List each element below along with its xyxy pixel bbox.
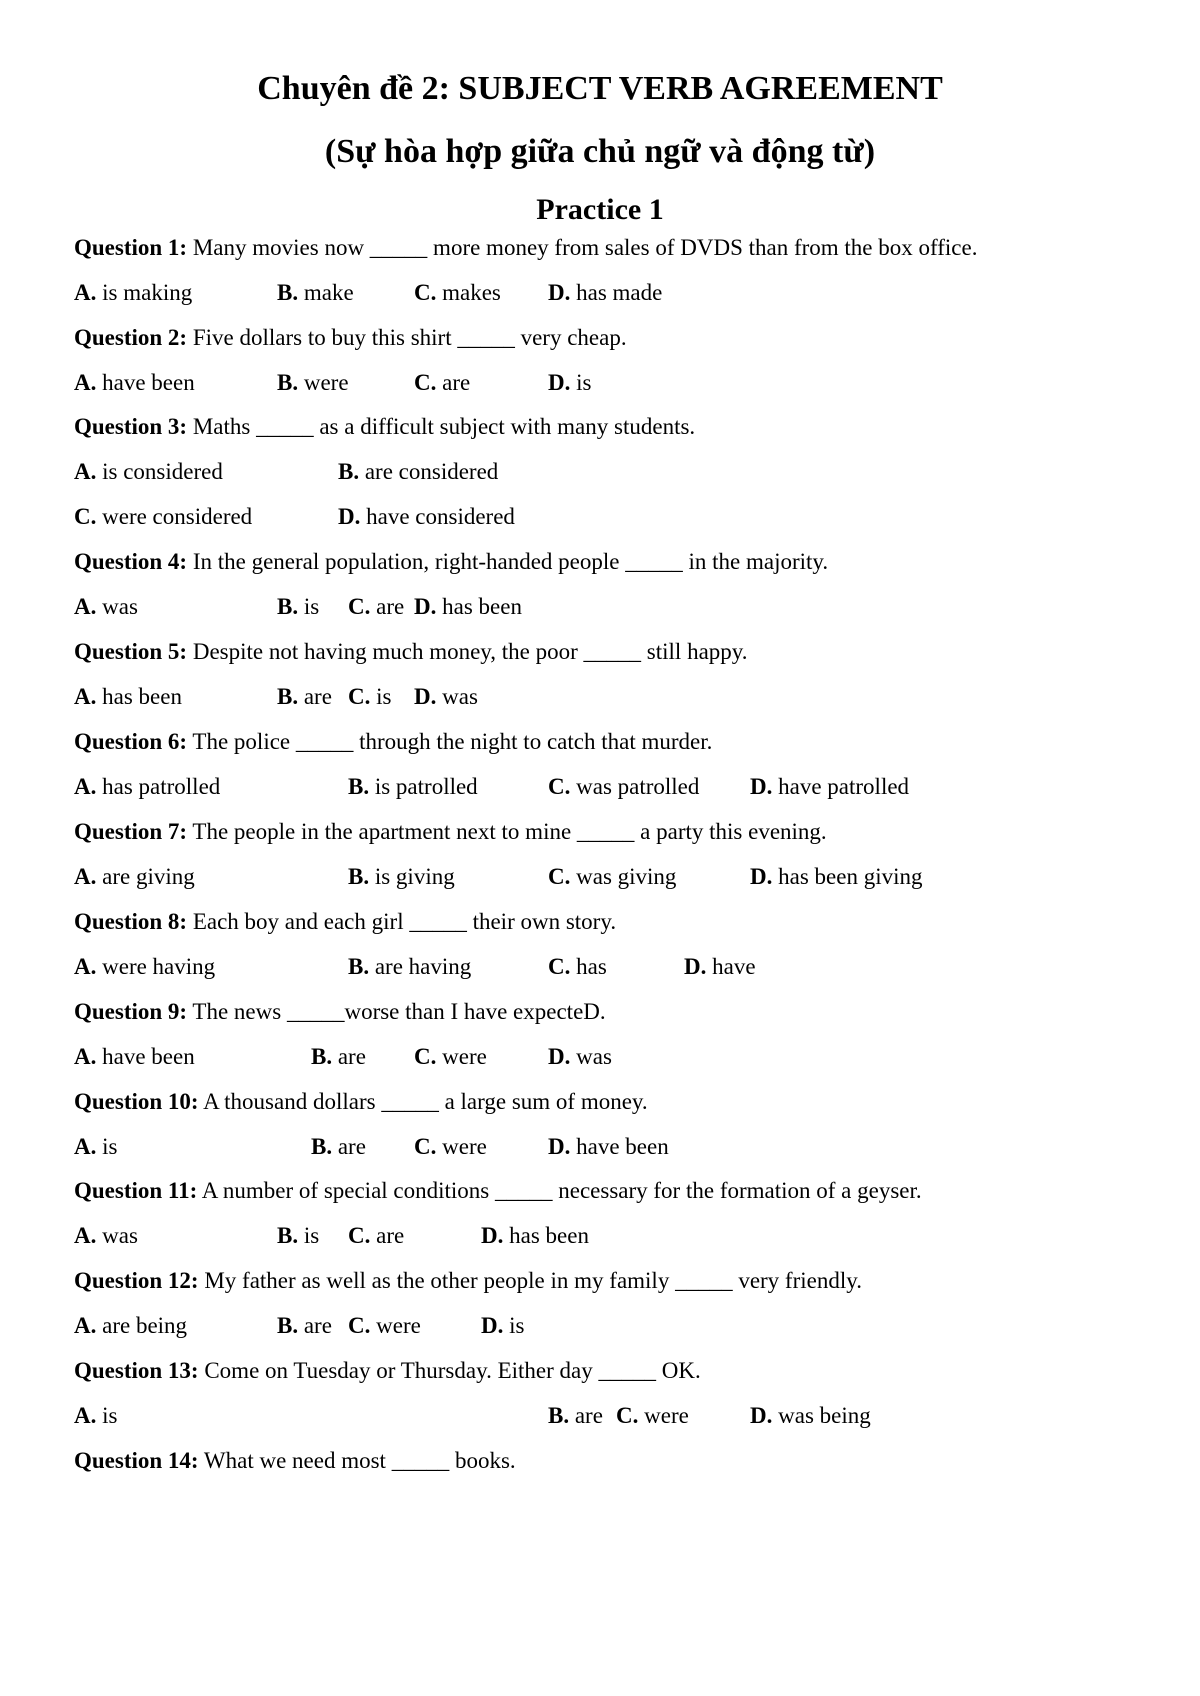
option-text: were <box>436 1134 487 1159</box>
question-6 <box>74 727 712 757</box>
answer-option-a <box>74 1042 195 1072</box>
question-text: Despite not having much money, the poor _____ still happy. <box>187 639 748 664</box>
option-text: is <box>298 594 320 619</box>
option-letter: C. <box>548 864 571 889</box>
answer-option-c <box>348 682 391 712</box>
answer-option-a <box>74 1221 138 1251</box>
question-text: My father as well as the other people in my family _____ very friendly. <box>198 1268 862 1293</box>
option-letter: B. <box>348 774 370 799</box>
option-text: are considered <box>359 459 499 484</box>
question-label: Question 12: <box>74 1268 199 1293</box>
option-letter: C. <box>74 504 97 529</box>
answer-option-d <box>481 1221 589 1251</box>
option-text: were <box>638 1403 689 1428</box>
option-letter: C. <box>414 280 437 305</box>
option-text: was <box>570 1044 612 1069</box>
answer-option-c <box>548 862 676 892</box>
question-2 <box>74 323 627 353</box>
question-text: A number of special conditions _____ necessary for the formation of a geyser. <box>197 1178 922 1203</box>
option-text: was patrolled <box>570 774 700 799</box>
option-letter: D. <box>548 370 571 395</box>
option-text: make <box>298 280 354 305</box>
question-4 <box>74 547 828 577</box>
question-text: In the general population, right-handed people _____ in the majority. <box>187 549 829 574</box>
option-letter: D. <box>414 594 437 619</box>
question-3 <box>74 412 695 442</box>
answer-option-d <box>414 682 478 712</box>
question-label: Question 9: <box>74 999 188 1024</box>
answer-option-b <box>277 682 332 712</box>
option-text: has been <box>503 1223 589 1248</box>
option-text: were <box>370 1313 421 1338</box>
answer-option-b <box>311 1042 366 1072</box>
question-11 <box>74 1176 922 1206</box>
question-text: Many movies now _____ more money from sales of DVDS than from the box office. <box>187 235 978 260</box>
answer-option-c <box>74 502 252 532</box>
option-letter: C. <box>348 594 371 619</box>
answer-option-d <box>548 368 591 398</box>
option-letter: A. <box>74 1134 97 1159</box>
question-label: Question 14: <box>74 1448 199 1473</box>
option-text: was <box>436 684 478 709</box>
question-label: Question 6: <box>74 729 188 754</box>
option-text: are <box>298 1313 332 1338</box>
option-letter: D. <box>684 954 707 979</box>
option-text: is <box>298 1223 320 1248</box>
option-letter: B. <box>338 459 360 484</box>
option-letter: B. <box>277 280 299 305</box>
option-letter: C. <box>548 954 571 979</box>
question-text: The news _____worse than I have expecteD. <box>187 999 606 1024</box>
answer-option-a <box>74 592 138 622</box>
option-letter: A. <box>74 280 97 305</box>
question-label: Question 7: <box>74 819 188 844</box>
question-13 <box>74 1356 701 1386</box>
option-text: are <box>332 1134 366 1159</box>
answer-option-d <box>414 592 522 622</box>
option-text: were <box>436 1044 487 1069</box>
question-14 <box>74 1446 516 1476</box>
option-text: was <box>96 1223 138 1248</box>
option-letter: C. <box>348 684 371 709</box>
question-text: The people in the apartment next to mine _____ a party this evening. <box>187 819 827 844</box>
option-text: are <box>332 1044 366 1069</box>
option-letter: A. <box>74 594 97 619</box>
answer-option-a <box>74 457 223 487</box>
option-letter: C. <box>616 1403 639 1428</box>
question-label: Question 10: <box>74 1089 199 1114</box>
question-label: Question 1: <box>74 235 188 260</box>
option-letter: D. <box>750 1403 773 1428</box>
question-5 <box>74 637 748 667</box>
option-letter: D. <box>481 1313 504 1338</box>
answer-option-b <box>277 1221 319 1251</box>
option-text: have considered <box>360 504 515 529</box>
option-text: have <box>706 954 756 979</box>
option-text: was being <box>772 1403 871 1428</box>
question-label: Question 11: <box>74 1178 198 1203</box>
question-10 <box>74 1087 648 1117</box>
question-label: Question 3: <box>74 414 188 439</box>
answer-option-c <box>348 592 404 622</box>
option-text: were considered <box>96 504 253 529</box>
option-letter: B. <box>277 1313 299 1338</box>
option-text: are being <box>96 1313 188 1338</box>
option-letter: D. <box>548 280 571 305</box>
question-text: A thousand dollars _____ a large sum of money. <box>198 1089 648 1114</box>
answer-option-b <box>338 457 498 487</box>
option-text: have been <box>96 370 195 395</box>
option-text: are <box>370 594 405 619</box>
option-text: have been <box>570 1134 669 1159</box>
option-letter: A. <box>74 954 97 979</box>
option-text: is considered <box>96 459 223 484</box>
option-text: are <box>370 1223 405 1248</box>
option-text: has made <box>570 280 663 305</box>
option-letter: A. <box>74 774 97 799</box>
option-letter: D. <box>750 864 773 889</box>
answer-option-a <box>74 952 215 982</box>
section-heading: Practice 1 <box>536 193 664 226</box>
option-text: has patrolled <box>96 774 221 799</box>
option-text: was <box>96 594 138 619</box>
option-text: are having <box>369 954 472 979</box>
option-text: have patrolled <box>772 774 910 799</box>
option-letter: B. <box>277 684 299 709</box>
page-subtitle: (Sự hòa hợp giữa chủ ngữ và động từ) <box>324 133 876 170</box>
question-text: Come on Tuesday or Thursday. Either day _____ OK. <box>198 1358 701 1383</box>
answer-option-d <box>750 862 922 892</box>
option-letter: B. <box>277 594 299 619</box>
option-letter: C. <box>414 1134 437 1159</box>
question-label: Question 8: <box>74 909 188 934</box>
option-letter: A. <box>74 864 97 889</box>
answer-option-a <box>74 368 195 398</box>
option-letter: C. <box>348 1223 371 1248</box>
option-text: were having <box>96 954 216 979</box>
answer-option-b <box>277 278 354 308</box>
option-letter: D. <box>548 1044 571 1069</box>
option-letter: D. <box>548 1134 571 1159</box>
option-text: is patrolled <box>369 774 478 799</box>
option-text: is <box>370 684 392 709</box>
option-letter: C. <box>414 1044 437 1069</box>
answer-option-c <box>548 772 699 802</box>
option-letter: A. <box>74 1313 97 1338</box>
option-letter: A. <box>74 684 97 709</box>
question-label: Question 4: <box>74 549 188 574</box>
answer-option-b <box>277 592 319 622</box>
answer-option-d <box>338 502 515 532</box>
option-letter: A. <box>74 459 97 484</box>
question-label: Question 5: <box>74 639 188 664</box>
option-text: were <box>298 370 349 395</box>
option-letter: C. <box>548 774 571 799</box>
answer-option-c <box>414 1042 487 1072</box>
question-text: Maths _____ as a difficult subject with many students. <box>187 414 696 439</box>
option-text: has been <box>436 594 522 619</box>
option-letter: B. <box>348 864 370 889</box>
answer-option-d <box>481 1311 524 1341</box>
answer-option-c <box>548 952 607 982</box>
answer-option-b <box>311 1132 366 1162</box>
answer-option-a <box>74 772 220 802</box>
question-7 <box>74 817 827 847</box>
option-text: are <box>436 370 471 395</box>
answer-option-c <box>414 368 470 398</box>
answer-option-b <box>277 1311 332 1341</box>
option-text: was giving <box>570 864 677 889</box>
option-letter: B. <box>311 1044 333 1069</box>
answer-option-b <box>348 862 455 892</box>
answer-option-b <box>348 952 471 982</box>
option-letter: D. <box>481 1223 504 1248</box>
option-letter: D. <box>750 774 773 799</box>
answer-option-b <box>348 772 478 802</box>
question-8 <box>74 907 616 937</box>
answer-option-c <box>348 1311 421 1341</box>
answer-option-c <box>348 1221 404 1251</box>
answer-option-d <box>548 1042 612 1072</box>
answer-option-d <box>750 1401 871 1431</box>
answer-option-d <box>548 1132 669 1162</box>
option-letter: B. <box>277 370 299 395</box>
answer-option-b <box>548 1401 603 1431</box>
question-text: What we need most _____ books. <box>198 1448 516 1473</box>
option-letter: D. <box>414 684 437 709</box>
option-letter: A. <box>74 1403 97 1428</box>
option-letter: B. <box>548 1403 570 1428</box>
question-9 <box>74 997 606 1027</box>
option-letter: B. <box>277 1223 299 1248</box>
answer-option-a <box>74 1132 117 1162</box>
option-text: is <box>503 1313 525 1338</box>
page-title: Chuyên đề 2: SUBJECT VERB AGREEMENT <box>257 70 943 107</box>
option-text: is <box>96 1403 118 1428</box>
answer-option-a <box>74 862 195 892</box>
question-label: Question 2: <box>74 325 188 350</box>
option-letter: C. <box>414 370 437 395</box>
option-text: are <box>569 1403 603 1428</box>
answer-option-a <box>74 1311 187 1341</box>
answer-option-a <box>74 1401 117 1431</box>
option-text: are <box>298 684 332 709</box>
option-text: has been <box>96 684 182 709</box>
answer-option-d <box>750 772 909 802</box>
option-letter: C. <box>348 1313 371 1338</box>
option-text: is giving <box>369 864 455 889</box>
option-text: are giving <box>96 864 195 889</box>
option-text: makes <box>436 280 501 305</box>
question-text: Each boy and each girl _____ their own story. <box>187 909 617 934</box>
question-label: Question 13: <box>74 1358 199 1383</box>
option-text: is making <box>96 280 193 305</box>
option-letter: A. <box>74 370 97 395</box>
answer-option-c <box>414 278 501 308</box>
answer-option-a <box>74 278 192 308</box>
option-text: has been giving <box>772 864 923 889</box>
answer-option-d <box>548 278 662 308</box>
answer-option-d <box>684 952 756 982</box>
option-text: have been <box>96 1044 195 1069</box>
option-text: is <box>96 1134 118 1159</box>
question-text: Five dollars to buy this shirt _____ very cheap. <box>187 325 627 350</box>
answer-option-c <box>414 1132 487 1162</box>
option-letter: A. <box>74 1223 97 1248</box>
question-text: The police _____ through the night to catch that murder. <box>187 729 713 754</box>
option-text: has <box>570 954 607 979</box>
question-1 <box>74 233 977 263</box>
option-letter: B. <box>311 1134 333 1159</box>
question-12 <box>74 1266 862 1296</box>
answer-option-c <box>616 1401 689 1431</box>
option-text: is <box>570 370 592 395</box>
answer-option-b <box>277 368 349 398</box>
option-letter: D. <box>338 504 361 529</box>
option-letter: A. <box>74 1044 97 1069</box>
answer-option-a <box>74 682 182 712</box>
option-letter: B. <box>348 954 370 979</box>
